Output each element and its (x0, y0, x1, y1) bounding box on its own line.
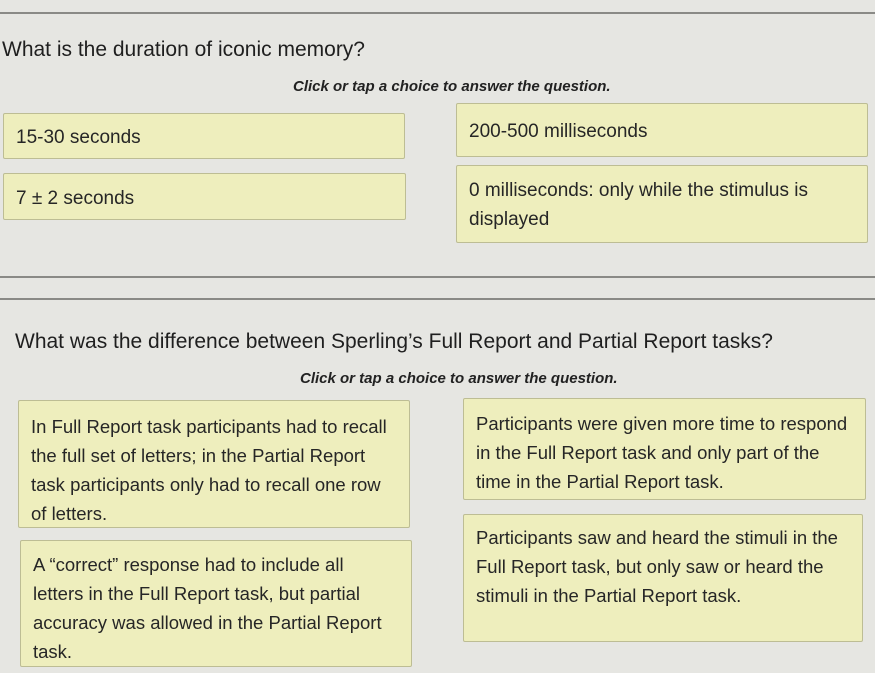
q2-choice-c[interactable] (20, 540, 412, 667)
choice-label: Participants were given more time to respond in the Full Report task and only part of the time in the Partial Report task. (476, 413, 848, 492)
q1-choice-a[interactable] (3, 113, 405, 159)
question-2-instruction: Click or tap a choice to answer the question. (300, 370, 618, 387)
question-divider-2 (0, 298, 875, 300)
question-1-prompt: What is the duration of iconic memory? (2, 38, 365, 61)
choice-label: 0 milliseconds: only while the stimulus is displayed (469, 180, 808, 230)
choice-label: Participants saw and heard the stimuli in the Full Report task, but only saw or heard the stimuli in the Partial Report task. (476, 527, 838, 606)
question-divider-1 (0, 276, 875, 278)
question-2-prompt: What was the difference between Sperling’s Full Report and Partial Report tasks? (15, 330, 773, 353)
choice-label: 200-500 milliseconds (469, 121, 648, 142)
question-1-instruction: Click or tap a choice to answer the question. (293, 78, 611, 95)
q1-choice-b[interactable] (456, 103, 868, 157)
top-divider (0, 12, 875, 14)
q1-choice-d[interactable] (456, 165, 868, 243)
choice-label: 7 ± 2 seconds (16, 188, 135, 209)
q2-choice-d[interactable] (463, 514, 863, 642)
choice-label: In Full Report task participants had to recall the full set of letters; in the Partial Report task participants only had to recall one row of letters. (31, 416, 387, 524)
choice-label: A “correct” response had to include all letters in the Full Report task, but partial accuracy was allowed in the Partial Report task. (33, 554, 382, 662)
q1-choice-c[interactable] (3, 173, 406, 220)
choice-label: 15-30 seconds (16, 127, 141, 148)
q2-choice-a[interactable] (18, 400, 410, 528)
q2-choice-b[interactable] (463, 398, 866, 500)
